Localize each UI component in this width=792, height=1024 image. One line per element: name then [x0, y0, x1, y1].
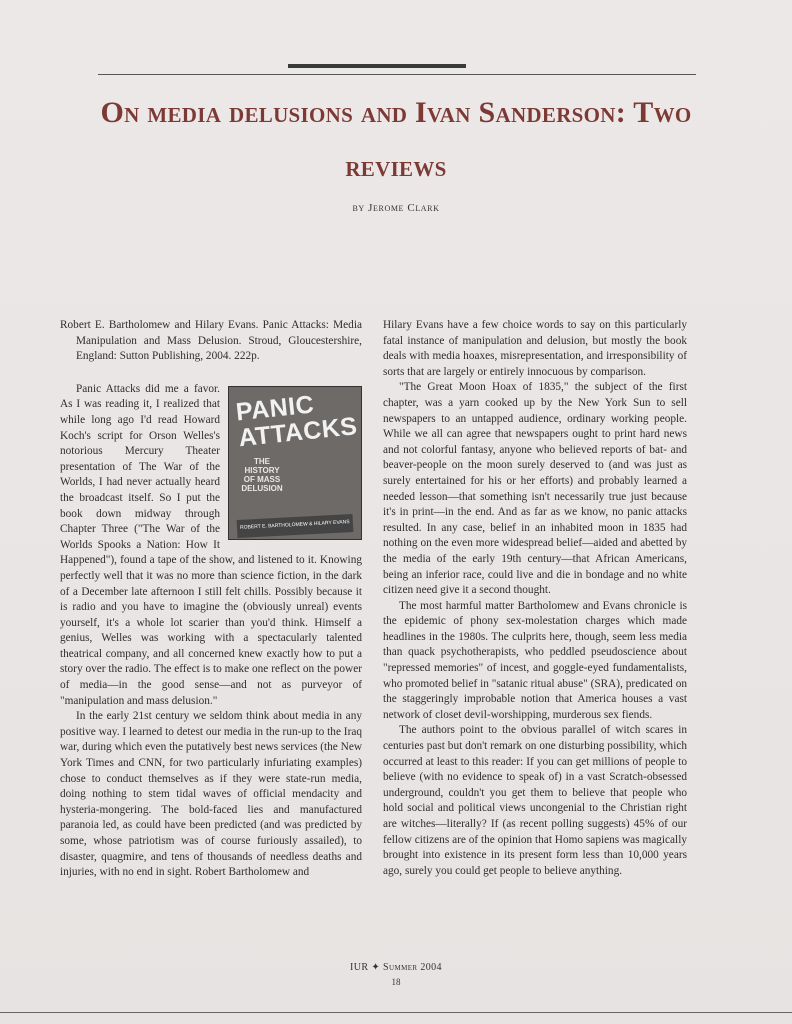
article-byline: by Jerome Clark: [352, 202, 440, 214]
left-column: [60, 318, 362, 881]
book-cover-authors: ROBERT E. BARTHOLOMEW & HILARY EVANS: [237, 514, 354, 538]
top-rule-thin: [98, 74, 696, 75]
bottom-rule: [0, 1012, 792, 1013]
right-column: [383, 318, 687, 879]
right-paragraph-1: Hilary Evans have a few choice words to say on this particularly fatal instance of manipulation and delusion, but mostly the book deals with media hoaxes, misrepresentation, and irresponsibility of sorts that are largely or entirely innocuous by comparison.: [383, 319, 687, 378]
right-paragraph-4: The authors point to the obvious parallel of witch scares in centuries past but don't remark on one disturbing possibility, which occurred at least to this reader: If you can get millions of people to believe (with no evidence to speak of) in a vast Scratch-obsessed underground, couldn't you get them to believe that people who hold social and political views uncongenial to the Christian right are witches—literally? If (as recent polling suggests) 45% of our fellow citizens are of the opinion that Homo sapiens was magically brought into existence in its present form less than 10,000 years ago, surely you could get people to believe anything.: [383, 724, 687, 877]
book-cover-image: [228, 386, 362, 540]
footer-journal: IUR ✦ Summer 2004: [350, 962, 442, 973]
left-paragraph-2: In the early 21st century we seldom think about media in any positive way. I learned to detest our media in the run-up to the Iraq war, during which even the putatively best news services (the New York Times and CNN, for two particularly infuriating examples) chose to conduct themselves as if they were state-run media, doing nothing to stem tidal waves of official mendacity and hysteria-mongering. The bold-faced lies and manufactured paranoia led, as could have been predicted (and was predicted by some, whose patriotism was of course furiously assailed), to disaster, quagmire, and tens of thousands of needless deaths and injuries, with no end in sight. Robert Bartholomew and: [60, 710, 362, 879]
article-title: On media delusions and Ivan Sanderson: Two reviews: [100, 96, 692, 183]
book-cover-title: PANIC ATTACKS: [234, 390, 359, 453]
top-rule-thick: [288, 64, 466, 68]
right-paragraph-2: "The Great Moon Hoax of 1835," the subject of the first chapter, was a yarn cooked up by the New York Sun to sell newspapers to an untapped audience, ordinary working people. While we all can agree that newspapers ought to print hard news and not colorful fantasy, anyone who believed reports of bat- and beaver-people on the moon surely deserved to (and was just as surely entertained for his or her efforts) and probably learned a needed lesson—that something isn't necessarily true just because it's in print—in the end. And as far as we know, no panic attacks resulted. In any case, belief in an inhabited moon in 1835 had nothing on the even more widespread belief—aided and abetted by the media of the early 19th century—that African Americans, being an inferior race, could live and die in bondage and no white citizen need give it a second thought.: [383, 381, 687, 597]
book-citation: Robert E. Bartholomew and Hilary Evans. Panic Attacks: Media Manipulation and Mass Delusion. Stroud, Gloucestershire, England: Sutton Publishing, 2004. 222p.: [60, 319, 362, 363]
left-paragraph-1: Panic Attacks did me a favor. As I was reading it, I realized that while long ago I'd read Howard Koch's script for Orson Welles's notorious Mercury Theater presentation of The War of the Worlds, I had never actually heard the broadcast itself. So I put the book down midway through Chapter Three ("The War of the Worlds Spooks a Nation: How It Happened"), found a tape of the show, and listened to it. Knowing perfectly well that it was no more than science fiction, in the dark of a December late afternoon I still felt chills. Possibly because it is radio and you have to imagine the (obviously unreal) events yourself, it's a whole lot scarier than you'd think. Himself a genius, Welles was working with a spectacularly talented theatrical company, and all concerned knew exactly how to put a story over the radio. The effect is to make one reflect on the power of media—in the good sense—and not as purveyor of "manipulation and mass delusion.": [60, 382, 362, 707]
right-paragraph-3: The most harmful matter Bartholomew and Evans chronicle is the epidemic of phony sex-molestation charges which made headlines in the 1980s. The culprits here, though, seem less media than quack psychotherapists, who peddled pseudoscience about "repressed memories" of incest, and goggle-eyed fundamentalists, who promoted belief in "satanic ritual abuse" (SRA), predicated on the staggeringly improbable notion that America houses a vast network of closet devil-worshipping, murderous sex fiends.: [383, 599, 687, 721]
book-cover-subtitle: THE HISTORY OF MASS DELUSION: [241, 456, 283, 493]
page-number: 18: [391, 977, 401, 987]
